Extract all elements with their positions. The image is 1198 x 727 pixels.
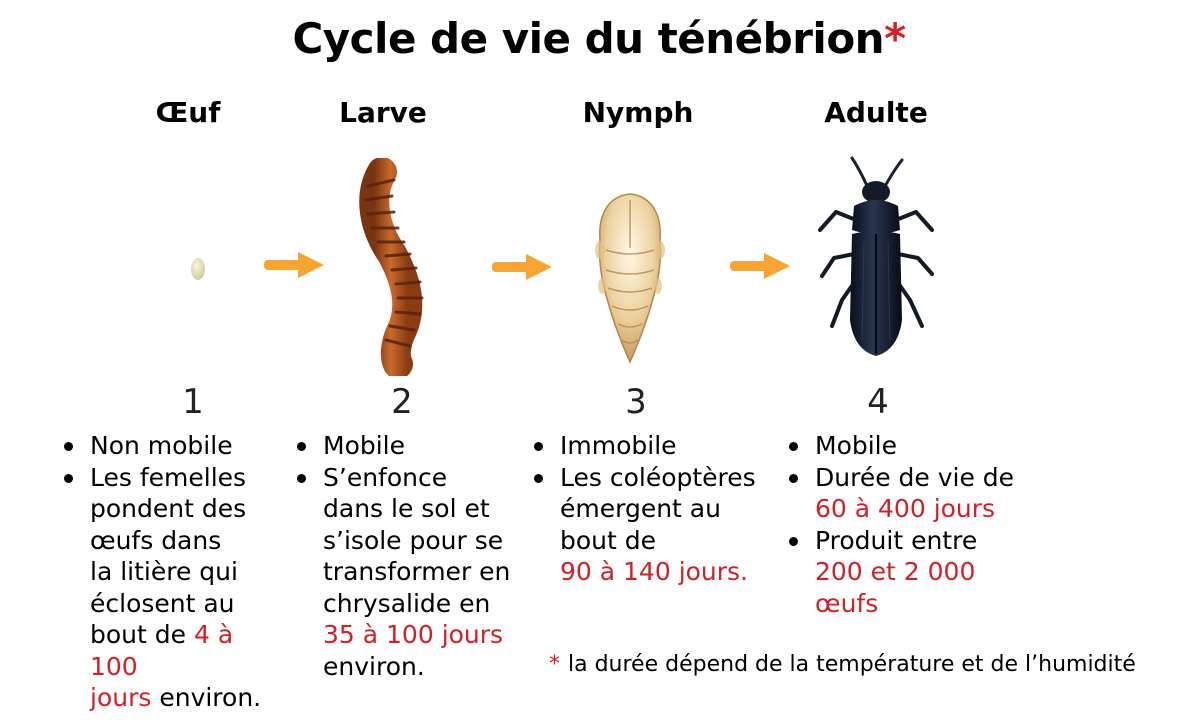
list-item: Les femelles pondent des œufs dans la litière qui éclosent au bout de 4 à 100 jours environ.	[58, 462, 288, 714]
list-item: Durée de vie de 60 à 400 jours	[783, 462, 1043, 525]
arrow-right-icon	[262, 250, 326, 280]
stage-number-1: 1	[182, 382, 204, 422]
stage-number-3: 3	[625, 382, 647, 422]
list-item: Immobile	[528, 430, 768, 462]
duration-highlight: jours	[90, 683, 152, 712]
arrow-right-icon	[728, 251, 792, 281]
list-item: Produit entre 200 et 2 000 œufs	[783, 525, 1043, 620]
stage-heading-larve: Larve	[339, 96, 427, 129]
stage-heading-nymph: Nymph	[582, 96, 694, 129]
stage-heading-adulte: Adulte	[824, 96, 928, 129]
egg-count-highlight: œufs	[815, 588, 879, 618]
stage-number-4: 4	[867, 382, 889, 422]
duration-highlight: 4 à 100	[90, 620, 234, 681]
list-item: Mobile	[291, 430, 521, 462]
egg-illustration	[186, 254, 210, 284]
title-text: Cycle de vie du ténébrion	[292, 14, 885, 63]
description-list-nymph	[528, 430, 768, 588]
list-item: Non mobile	[58, 430, 288, 462]
larva-illustration	[348, 158, 438, 376]
footnote-asterisk: *	[549, 652, 560, 677]
footnote-text: la durée dépend de la température et de l’humidité	[568, 652, 1136, 677]
duration-highlight: 35 à 100 jours	[323, 620, 504, 649]
diagram-title	[0, 14, 1198, 63]
stage-heading-oeuf: Œuf	[155, 96, 221, 129]
list-item: S’enfonce dans le sol et s’isole pour se transformer en chrysalide en 35 à 100 jours environ.	[291, 462, 521, 683]
arrow-right-icon	[490, 252, 554, 282]
pupa-illustration	[592, 190, 668, 366]
stage-number-2: 2	[391, 382, 413, 422]
description-list-adulte	[783, 430, 1043, 619]
description-list-oeuf	[58, 430, 288, 714]
duration-highlight: 60 à 400 jours	[815, 494, 996, 523]
list-item: Mobile	[783, 430, 1043, 462]
title-asterisk: *	[884, 14, 906, 63]
footnote	[549, 652, 1136, 677]
description-list-larve	[291, 430, 521, 682]
beetle-illustration	[806, 150, 946, 364]
duration-highlight: 90 à 140 jours.	[560, 557, 749, 586]
egg-count-highlight: 200 et 2 000	[815, 557, 976, 586]
list-item: Les coléoptères émergent au bout de 90 à 140 jours.	[528, 462, 768, 588]
